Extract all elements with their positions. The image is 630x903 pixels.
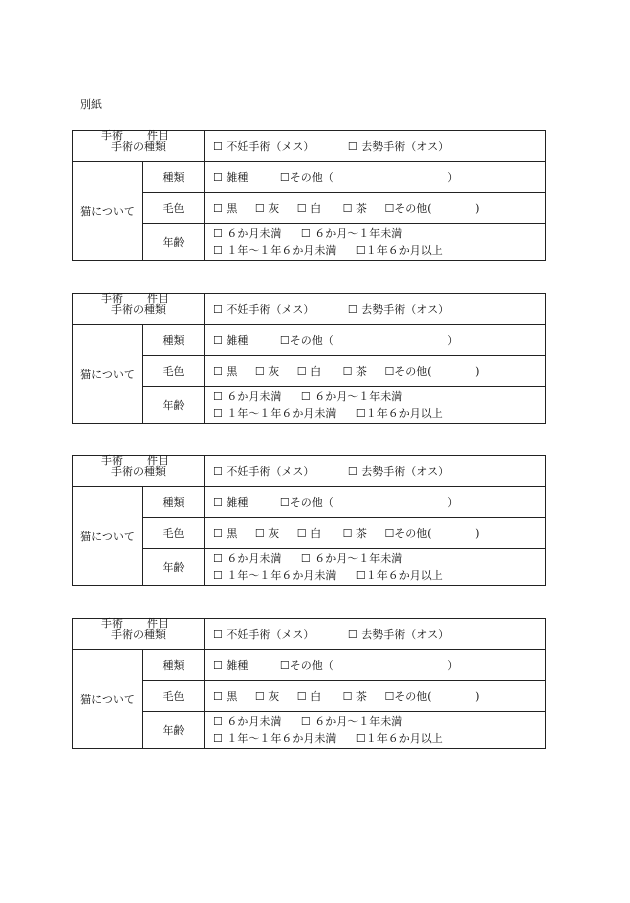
checkbox-spay[interactable]: ☐ 不妊手術（メス）: [213, 303, 315, 316]
checkbox-white[interactable]: ☐ 白: [296, 202, 322, 215]
checkbox-1y-1y6m[interactable]: ☐ １年～１年６か月未満: [213, 732, 337, 745]
about-cat-label: 猫について: [73, 325, 143, 424]
checkbox-white[interactable]: ☐ 白: [296, 365, 322, 378]
coat-other-close: ): [475, 365, 480, 378]
surgery-type-options: [205, 294, 546, 325]
surgery-type-label: 手術の種類: [73, 456, 205, 487]
surgery-label: 手術: [100, 454, 123, 467]
surgery-label: 手術: [100, 617, 123, 630]
checkbox-black[interactable]: ☐ 黒: [213, 690, 238, 703]
coat-other-close: ): [475, 202, 480, 215]
about-cat-label: 猫について: [73, 162, 143, 261]
checkbox-coat-other[interactable]: ☐その他(: [384, 365, 432, 378]
checkbox-gray[interactable]: ☐ 灰: [254, 690, 280, 703]
checkbox-mixed[interactable]: ☐ 雑種: [213, 171, 249, 184]
age-options: [205, 224, 546, 261]
checkbox-over-1y6m[interactable]: ☐１年６か月以上: [355, 732, 443, 745]
checkbox-breed-other[interactable]: ☐その他（: [279, 171, 334, 184]
checkbox-black[interactable]: ☐ 黒: [213, 202, 238, 215]
surgery-section-1: [72, 112, 546, 261]
surgery-count-line: [72, 112, 546, 142]
surgery-label: 手術: [100, 292, 123, 305]
checkbox-coat-other[interactable]: ☐その他(: [384, 527, 432, 540]
surgery-form-table: [72, 293, 546, 424]
checkbox-brown[interactable]: ☐ 茶: [342, 365, 367, 378]
surgery-type-options: [205, 619, 546, 650]
age-options: [205, 712, 546, 749]
breed-label: 種類: [143, 650, 205, 681]
checkbox-gray[interactable]: ☐ 灰: [254, 527, 280, 540]
count-suffix: 件目: [146, 617, 169, 630]
checkbox-spay[interactable]: ☐ 不妊手術（メス）: [213, 465, 315, 478]
coat-label: 毛色: [143, 518, 205, 549]
checkbox-coat-other[interactable]: ☐その他(: [384, 202, 432, 215]
coat-options: [205, 356, 546, 387]
checkbox-breed-other[interactable]: ☐その他（: [279, 334, 334, 347]
breed-label: 種類: [143, 325, 205, 356]
count-suffix: 件目: [146, 129, 169, 142]
age-label: 年齢: [143, 712, 205, 749]
checkbox-neuter[interactable]: ☐ 去勢手術（オス）: [347, 303, 450, 316]
checkbox-mixed[interactable]: ☐ 雑種: [213, 334, 249, 347]
coat-label: 毛色: [143, 681, 205, 712]
breed-other-close: ）: [447, 334, 459, 347]
checkbox-coat-other[interactable]: ☐その他(: [384, 690, 432, 703]
attachment-label: 別紙: [80, 98, 102, 111]
surgery-form-table: [72, 618, 546, 749]
count-suffix: 件目: [146, 292, 169, 305]
surgery-form-table: [72, 455, 546, 586]
checkbox-neuter[interactable]: ☐ 去勢手術（オス）: [347, 628, 450, 641]
checkbox-mixed[interactable]: ☐ 雑種: [213, 496, 249, 509]
surgery-label: 手術: [100, 129, 123, 142]
checkbox-over-1y6m[interactable]: ☐１年６か月以上: [355, 569, 443, 582]
checkbox-6m-1y[interactable]: ☐ ６か月～１年未満: [300, 390, 403, 403]
age-label: 年齢: [143, 224, 205, 261]
surgery-count-line: [72, 600, 546, 630]
count-suffix: 件目: [146, 454, 169, 467]
breed-other-close: ）: [447, 171, 459, 184]
surgery-type-label: 手術の種類: [73, 294, 205, 325]
surgery-type-options: [205, 131, 546, 162]
checkbox-under-6m[interactable]: ☐ ６か月未満: [213, 715, 282, 728]
checkbox-under-6m[interactable]: ☐ ６か月未満: [213, 552, 282, 565]
checkbox-white[interactable]: ☐ 白: [296, 690, 322, 703]
checkbox-over-1y6m[interactable]: ☐１年６か月以上: [355, 244, 443, 257]
age-label: 年齢: [143, 387, 205, 424]
coat-options: [205, 518, 546, 549]
coat-options: [205, 193, 546, 224]
surgery-type-label: 手術の種類: [73, 619, 205, 650]
breed-options: [205, 162, 546, 193]
about-cat-label: 猫について: [73, 650, 143, 749]
checkbox-breed-other[interactable]: ☐その他（: [279, 659, 334, 672]
surgery-count-line: [72, 275, 546, 305]
surgery-type-options: [205, 456, 546, 487]
checkbox-black[interactable]: ☐ 黒: [213, 527, 238, 540]
age-options: [205, 549, 546, 586]
surgery-section-4: [72, 600, 546, 749]
checkbox-brown[interactable]: ☐ 茶: [342, 202, 367, 215]
checkbox-brown[interactable]: ☐ 茶: [342, 690, 367, 703]
checkbox-mixed[interactable]: ☐ 雑種: [213, 659, 249, 672]
surgery-form-table: [72, 130, 546, 261]
checkbox-white[interactable]: ☐ 白: [296, 527, 322, 540]
age-label: 年齢: [143, 549, 205, 586]
breed-options: [205, 650, 546, 681]
checkbox-6m-1y[interactable]: ☐ ６か月～１年未満: [300, 552, 403, 565]
coat-other-close: ): [475, 527, 480, 540]
checkbox-1y-1y6m[interactable]: ☐ １年～１年６か月未満: [213, 569, 337, 582]
checkbox-neuter[interactable]: ☐ 去勢手術（オス）: [347, 140, 450, 153]
surgery-count-line: [72, 437, 546, 467]
checkbox-1y-1y6m[interactable]: ☐ １年～１年６か月未満: [213, 244, 337, 257]
about-cat-label: 猫について: [73, 487, 143, 586]
coat-label: 毛色: [143, 356, 205, 387]
checkbox-spay[interactable]: ☐ 不妊手術（メス）: [213, 628, 315, 641]
checkbox-over-1y6m[interactable]: ☐１年６か月以上: [355, 407, 443, 420]
checkbox-6m-1y[interactable]: ☐ ６か月～１年未満: [300, 227, 403, 240]
coat-options: [205, 681, 546, 712]
checkbox-6m-1y[interactable]: ☐ ６か月～１年未満: [300, 715, 403, 728]
checkbox-breed-other[interactable]: ☐その他（: [279, 496, 334, 509]
breed-label: 種類: [143, 487, 205, 518]
breed-options: [205, 487, 546, 518]
checkbox-spay[interactable]: ☐ 不妊手術（メス）: [213, 140, 315, 153]
checkbox-gray[interactable]: ☐ 灰: [254, 365, 280, 378]
checkbox-under-6m[interactable]: ☐ ６か月未満: [213, 227, 282, 240]
checkbox-1y-1y6m[interactable]: ☐ １年～１年６か月未満: [213, 407, 337, 420]
breed-label: 種類: [143, 162, 205, 193]
surgery-type-label: 手術の種類: [73, 131, 205, 162]
checkbox-under-6m[interactable]: ☐ ６か月未満: [213, 390, 282, 403]
breed-other-close: ）: [447, 496, 459, 509]
surgery-section-2: [72, 275, 546, 424]
checkbox-gray[interactable]: ☐ 灰: [254, 202, 280, 215]
coat-label: 毛色: [143, 193, 205, 224]
breed-options: [205, 325, 546, 356]
age-options: [205, 387, 546, 424]
breed-other-close: ）: [447, 659, 459, 672]
checkbox-black[interactable]: ☐ 黒: [213, 365, 238, 378]
checkbox-brown[interactable]: ☐ 茶: [342, 527, 367, 540]
coat-other-close: ): [475, 690, 480, 703]
checkbox-neuter[interactable]: ☐ 去勢手術（オス）: [347, 465, 450, 478]
surgery-section-3: [72, 437, 546, 586]
